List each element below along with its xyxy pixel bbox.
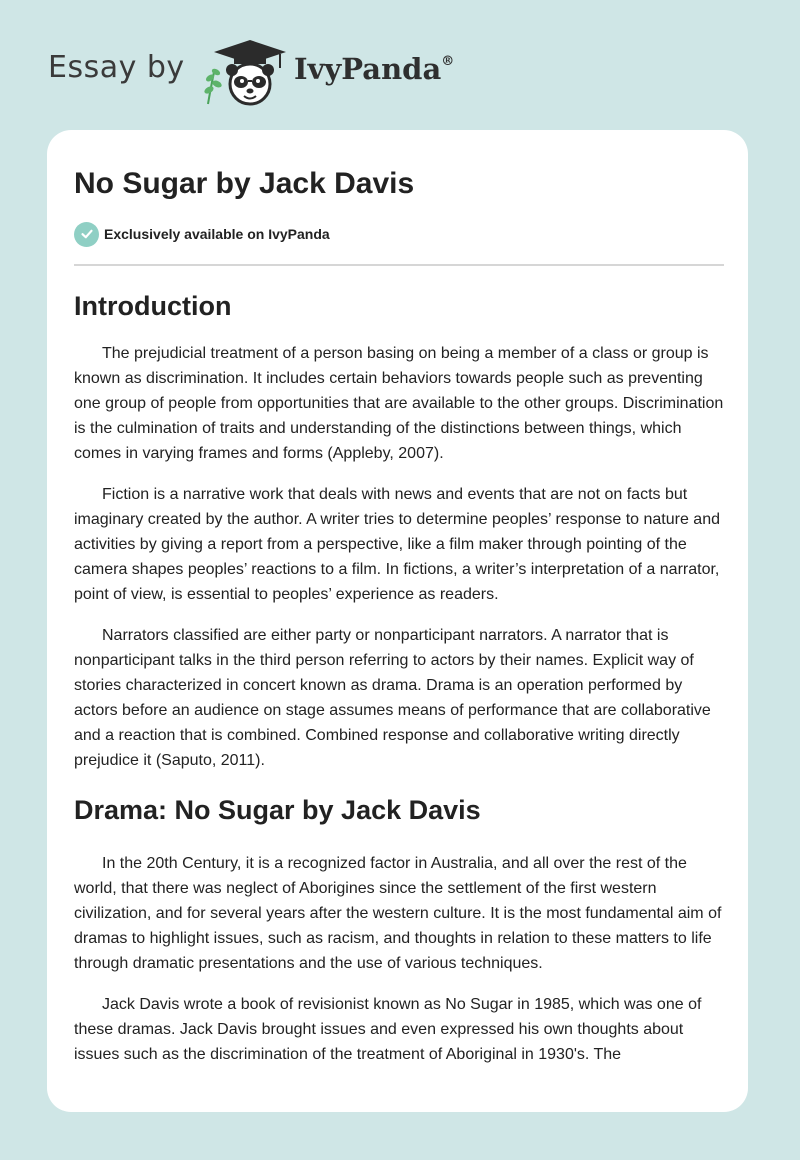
paragraph: In the 20th Century, it is a recognized factor in Australia, and all over the rest of the world, that there was neglect of Aborigines since the settlement of the first western civilization, and for several years after the western culture. It is the most fundamental aim of dramas to highlight issues, such as racism, and thoughts in relation to these matters to life through dramatic presentations and the use of various techniques. <box>74 855 722 972</box>
panda-logo-icon[interactable] <box>200 38 288 108</box>
essay-card <box>47 130 748 1112</box>
essay-content <box>74 160 724 1067</box>
exclusive-badge-text: Exclusively available on IvyPanda <box>104 226 330 242</box>
section-heading-drama: Drama: No Sugar by Jack Davis <box>74 795 481 825</box>
brand-name[interactable]: IvyPanda® <box>294 52 455 86</box>
essay-by-label: Essay by <box>48 50 185 85</box>
paragraph: Fiction is a narrative work that deals with news and events that are not on facts but imaginary created by the author. A writer tries to determine peoples’ response to nature and activities by giving a report from a perspective, like a film maker through pointing of the camera shapes peoples’ reactions to a film. In fictions, a writer’s interpretation of a narrator, point of view, is essential to peoples’ experience as readers. <box>74 486 720 603</box>
site-header <box>48 36 748 106</box>
check-icon <box>74 222 99 247</box>
divider <box>74 264 724 266</box>
page-title: No Sugar by Jack Davis <box>74 167 415 200</box>
paragraph: Narrators classified are either party or nonparticipant narrators. A narrator that is nonparticipant talks in the third person referring to actors by their names. Explicit way of stories characterized in concert known as drama. Drama is an operation performed by actors before an audience on stage assumes means of performance that are collaborative and a reaction that is combined. Combined response and collaborative writing directly prejudice it (Saputo, 2011). <box>74 627 711 769</box>
section-heading-introduction: Introduction <box>74 291 232 321</box>
paragraph: The prejudicial treatment of a person basing on being a member of a class or group is known as discrimination. It includes certain behaviors towards people such as preventing one group of people from opportunities that are available to the other groups. Discrimination is the culmination of traits and understanding of the distinctions between things, which comes in varying frames and forms (Appleby, 2007). <box>74 345 724 462</box>
paragraph: Jack Davis wrote a book of revisionist known as No Sugar in 1985, which was one of these dramas. Jack Davis brought issues and even expressed his own thoughts about issues such as the discrimination of the treatment of Aboriginal in 1930's. The <box>74 996 702 1063</box>
exclusive-badge <box>74 221 724 247</box>
